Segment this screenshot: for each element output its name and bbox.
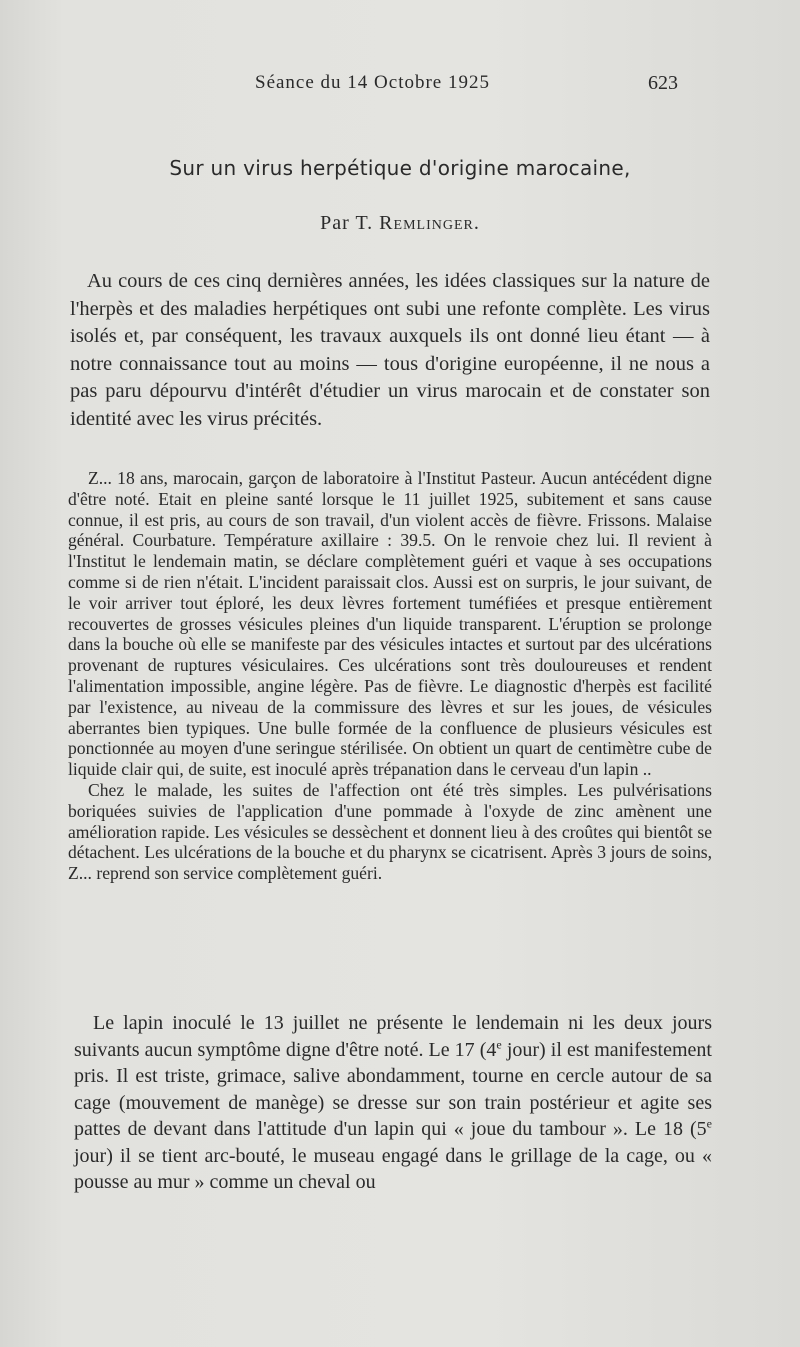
rabbit-observation-paragraph — [74, 1010, 712, 1196]
observation-part-1: Le lapin inoculé le 13 juillet ne présente le lendemain ni les deux jours suivants aucun symptôme digne d'être noté. Le 17 (4 — [74, 1012, 712, 1061]
intro-paragraph: Au cours de ces cinq dernières années, les idées classiques sur la nature de l'herpès et des maladies herpétiques ont subi une refonte complète. Les virus isolés et, par conséquent, les travaux auxquels ils ont donné lieu étant — à notre connaissance tout au moins — tous d'origine européenne, il ne nous a pas paru dépourvu d'intérêt d'étudier un virus marocain et de constater son identité avec les virus précités. — [70, 270, 710, 430]
running-head — [0, 72, 800, 102]
case-report — [68, 468, 712, 884]
page-number: 623 — [648, 72, 678, 94]
byline-prefix: Par T. — [320, 212, 380, 234]
author-name: Remlinger. — [379, 212, 480, 234]
ordinal-suffix-1: e — [496, 1036, 502, 1051]
observation-part-2: jour) il est manifestement pris. Il est triste, grimace, salive abondamment, tourne en cercle autour de sa cage (mouvement de manège) se dresse sur son train postérieur et agite ses pattes de devant dans l'attitude d'un lapin qui « joue du tambour ». Le 18 (5 — [74, 1038, 712, 1140]
case-paragraph-2: Chez le malade, les suites de l'affection ont été très simples. Les pulvérisations boriquées suivies de l'application d'une pommade à l'oxyde de zinc amènent une amélioration rapide. Les vésicules se dessèchent et donnent lieu à des croûtes qui bientôt se détachent. Les ulcérations de la bouche et du pharynx se cicatrisent. Après 3 jours de soins, Z... reprend son service complètement guéri. — [68, 779, 712, 884]
running-head-title: Séance du 14 Octobre 1925 — [255, 72, 490, 93]
case-paragraph-1: Z... 18 ans, marocain, garçon de laboratoire à l'Institut Pasteur. Aucun antécédent digne d'être noté. Etait en pleine santé lorsque le 11 juillet 1925, subitement et sans cause connue, il est pris, au cours de son travail, d'un violent accès de fièvre. Frissons. Malaise général. Courbature. Température axillaire : 39.5. On le renvoie chez lui. Il revient à l'Institut le lendemain matin, se déclare complètement guéri et vaque à ses occupations comme si de rien n'était. L'incident paraissait clos. Aussi est on surpris, le jour suivant, de le voir arriver tout éploré, les deux lèvres fortement tuméfiées et presque entièrement recouvertes de grosses vésicules pleines d'un liquide transparent. L'éruption se prolonge dans la bouche où elle se manifeste par des vésicules intactes et surtout par des ulcérations provenant de ruptures vésiculaires. Ces ulcérations sont très douloureuses et rendent l'alimentation impossible, angine légère. Pas de fièvre. Le diagnostic d'herpès est facilité par l'existence, au niveau de la commissure des lèvres et sur les joues, de vésicules aberrantes bien typiques. Une bulle formée de la confluence de plusieurs vésicules est ponctionnée au moyen d'une seringue stérilisée. On obtient un quart de centimètre cube de liquide clair qui, de suite, est inoculé après trépanation dans le cerveau d'un lapin .. — [68, 468, 712, 780]
ordinal-suffix-2: e — [706, 1116, 712, 1131]
byline — [0, 212, 800, 235]
article-title: Sur un virus herpétique d'origine marocaine, — [169, 156, 631, 180]
observation-part-3: jour) il se tient arc-bouté, le museau engagé dans le grillage de la cage, ou « pousse au mur » comme un cheval ou — [74, 1144, 712, 1193]
